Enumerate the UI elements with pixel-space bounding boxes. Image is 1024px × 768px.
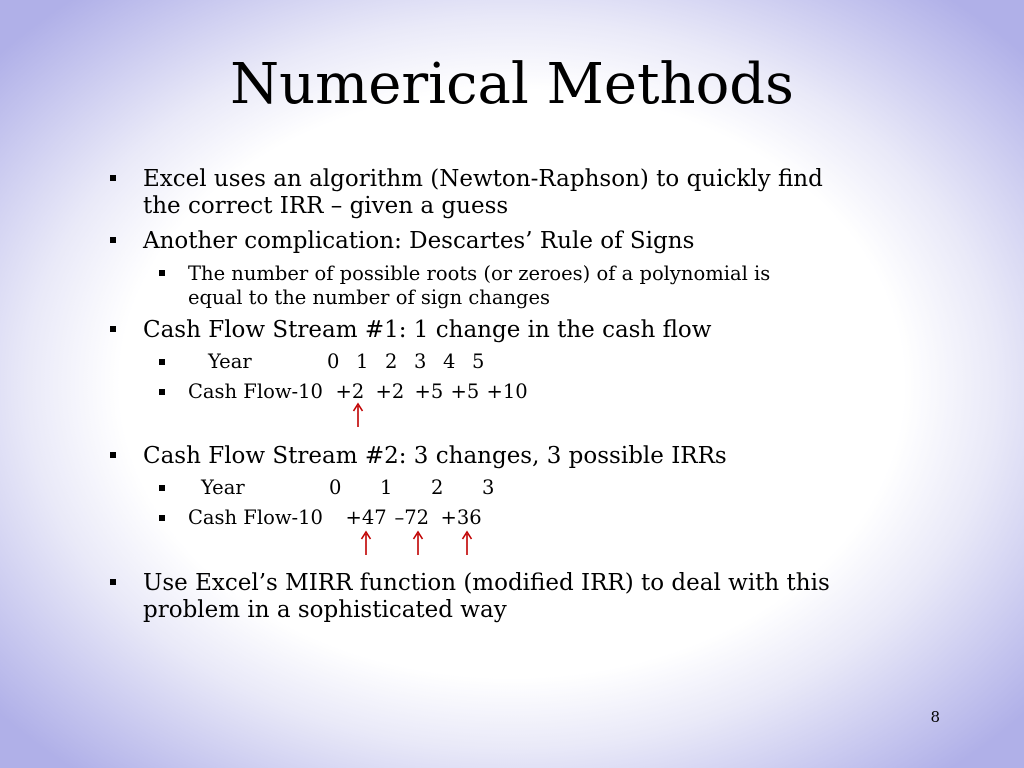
stream2-cash-flow: +36 — [440, 506, 482, 529]
stream2-cash-flow: –72 — [394, 506, 430, 529]
stream1-cash-flow: -10 — [291, 380, 323, 403]
bullet-newton-raphson-line2: the correct IRR – given a guess — [143, 193, 509, 219]
bullet-mirr-line2: problem in a sophisticated way — [143, 597, 507, 623]
stream1-cash-flow: +5 — [414, 380, 444, 403]
stream1-year: 4 — [443, 350, 456, 373]
bullet-stream-1: Cash Flow Stream #1: 1 change in the cash flow — [143, 317, 712, 343]
slide-title: Numerical Methods — [230, 52, 794, 117]
stream1-year-label: Year — [208, 350, 252, 373]
stream1-year: 5 — [472, 350, 485, 373]
sign-change-arrow-icon — [411, 530, 425, 556]
sub-bullet-marker — [159, 515, 165, 521]
stream2-cash-flow-row — [188, 506, 482, 530]
stream2-year: 1 — [380, 476, 393, 499]
sub-bullet-marker — [159, 485, 165, 491]
sign-change-arrow-icon — [359, 530, 373, 556]
stream1-year: 3 — [414, 350, 427, 373]
stream1-cash-flow-row — [188, 380, 528, 404]
stream1-year: 1 — [356, 350, 369, 373]
stream1-cash-flow: +5 — [450, 380, 480, 403]
stream1-year: 2 — [385, 350, 398, 373]
sub-bullet-marker — [159, 270, 165, 276]
stream2-cash-flow: -10 — [291, 506, 323, 529]
bullet-descartes: Another complication: Descartes’ Rule of Signs — [143, 228, 695, 254]
bullet-marker — [110, 579, 116, 585]
sub-bullet-marker — [159, 389, 165, 395]
sub-bullet-marker — [159, 359, 165, 365]
stream1-cash-flow: +10 — [486, 380, 528, 403]
bullet-marker — [110, 452, 116, 458]
stream1-cash-flow-label: Cash Flow — [188, 380, 292, 403]
bullet-marker — [110, 326, 116, 332]
stream1-cash-flow: +2 — [335, 380, 365, 403]
stream2-cash-flow-label: Cash Flow — [188, 506, 292, 529]
bullet-marker — [110, 175, 116, 181]
bullet-newton-raphson-line1: Excel uses an algorithm (Newton-Raphson) to quickly find — [143, 166, 823, 192]
stream2-year-values — [329, 476, 494, 500]
stream2-year: 2 — [431, 476, 444, 499]
sign-change-arrow-icon — [351, 402, 365, 428]
stream2-cash-flow: +47 — [345, 506, 387, 529]
stream1-year-values — [327, 350, 484, 374]
sub-bullet-roots-line1: The number of possible roots (or zeroes) of a polynomial is — [188, 262, 771, 285]
stream1-year: 0 — [327, 350, 340, 373]
bullet-stream-2: Cash Flow Stream #2: 3 changes, 3 possible IRRs — [143, 443, 727, 469]
stream2-year-label: Year — [201, 476, 245, 499]
stream2-year: 3 — [482, 476, 495, 499]
stream1-cash-flow: +2 — [375, 380, 405, 403]
bullet-mirr-line1: Use Excel’s MIRR function (modified IRR) to deal with this — [143, 570, 830, 596]
sign-change-arrow-icon — [460, 530, 474, 556]
sub-bullet-roots-line2: equal to the number of sign changes — [188, 286, 551, 309]
bullet-marker — [110, 237, 116, 243]
slide-number: 8 — [930, 708, 940, 726]
stream2-year: 0 — [329, 476, 342, 499]
